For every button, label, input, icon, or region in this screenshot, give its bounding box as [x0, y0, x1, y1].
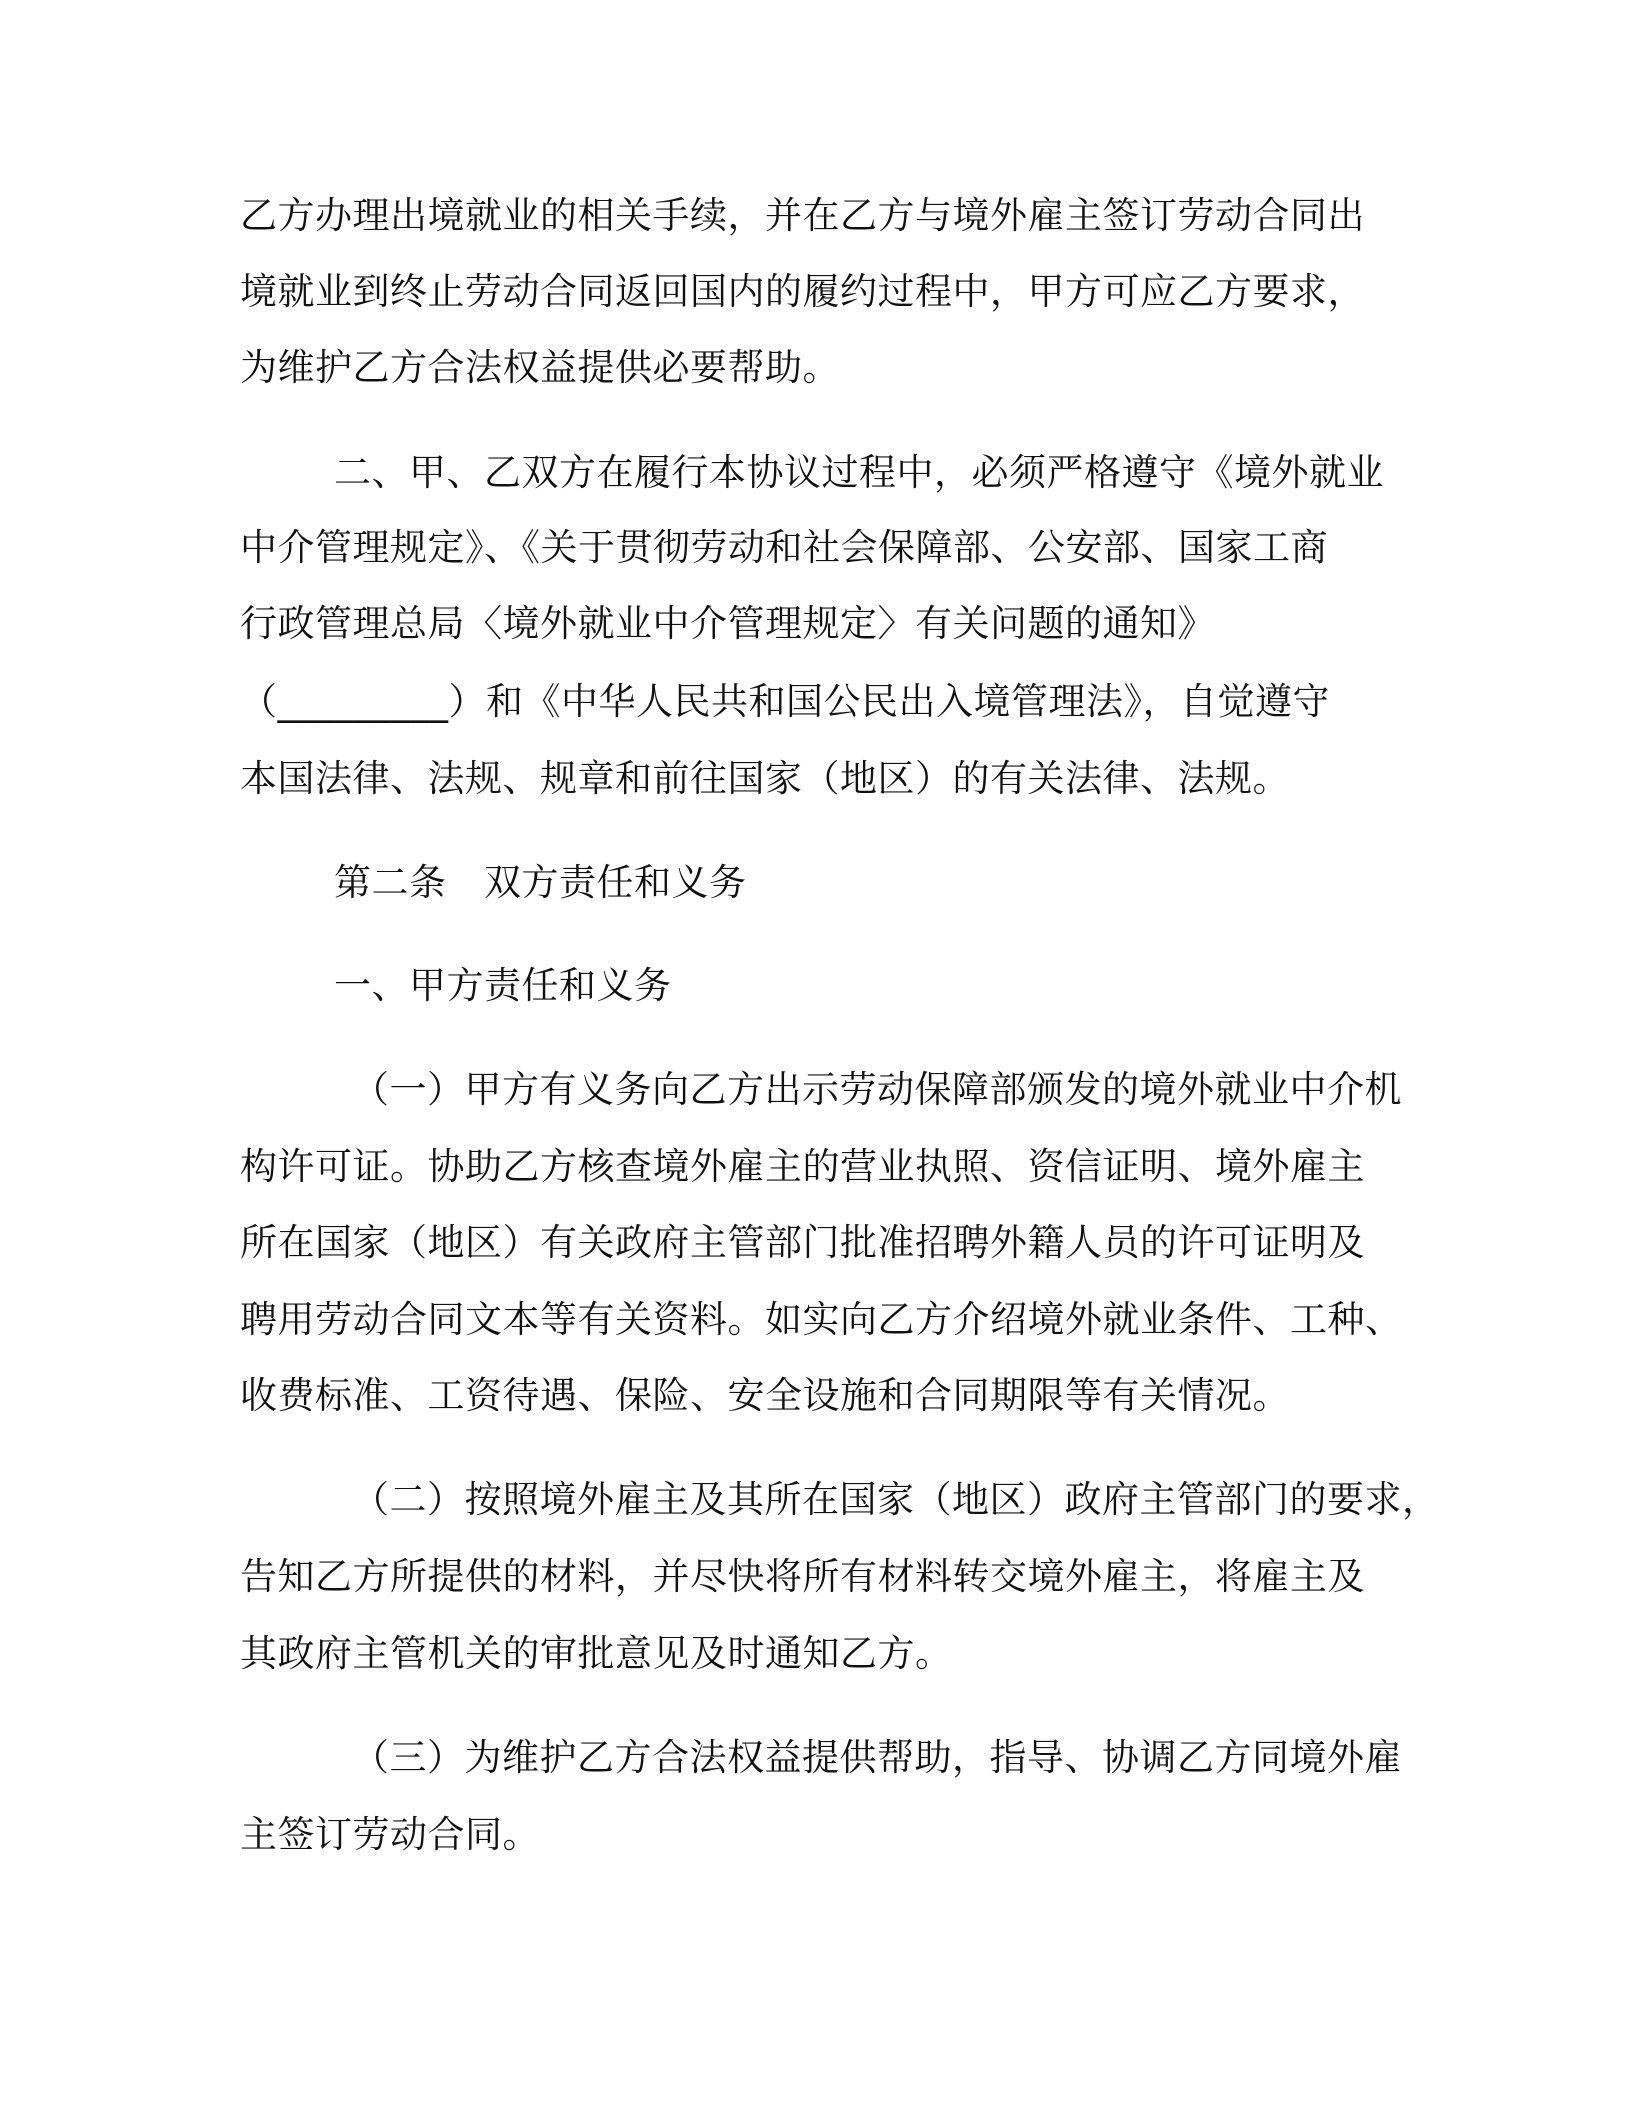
paragraph-line: 为维护乙方合法权益提供必要帮助。	[240, 346, 840, 389]
paragraph-line: 中介管理规定》、《关于贯彻劳动和社会保障部、公安部、国家工商	[240, 526, 1328, 569]
paragraph-line: 行政管理总局〈境外就业中介管理规定〉有关问题的通知》	[240, 602, 1215, 645]
paragraph-line: 所在国家（地区）有关政府主管部门批准招聘外籍人员的许可证明及	[240, 1221, 1365, 1264]
paragraph-line: 聘用劳动合同文本等有关资料。如实向乙方介绍境外就业条件、工种、	[240, 1298, 1403, 1341]
paragraph-line: 本国法律、法规、规章和前往国家（地区）的有关法律、法规。	[240, 757, 1290, 800]
paragraph-line: （三）为维护乙方合法权益提供帮助，指导、协调乙方同境外雇	[352, 1736, 1402, 1779]
paragraph-line: （二）按照境外雇主及其所在国家（地区）政府主管部门的要求，	[352, 1478, 1440, 1521]
paragraph-line: 构许可证。协助乙方核查境外雇主的营业执照、资信证明、境外雇主	[240, 1145, 1365, 1188]
paragraph-line: 二、甲、乙双方在履行本协议过程中，必须严格遵守《境外就业	[334, 451, 1384, 494]
paragraph-line: 其政府主管机关的审批意见及时通知乙方。	[240, 1632, 953, 1675]
paragraph-line: 告知乙方所提供的材料，并尽快将所有材料转交境外雇主，将雇主及	[240, 1555, 1365, 1598]
paragraph-line: （_________）和《中华人民共和国公民出入境管理法》，自觉遵守	[240, 680, 1330, 723]
paragraph-line: （一）甲方有义务向乙方出示劳动保障部颁发的境外就业中介机	[352, 1068, 1402, 1111]
section-heading: 一、甲方责任和义务	[334, 964, 672, 1007]
paragraph-line: 主签订劳动合同。	[240, 1813, 540, 1856]
paragraph-line: 乙方办理出境就业的相关手续，并在乙方与境外雇主签订劳动合同出	[240, 194, 1365, 237]
paragraph-line: 收费标准、工资待遇、保险、安全设施和合同期限等有关情况。	[240, 1374, 1290, 1417]
paragraph-line: 境就业到终止劳动合同返回国内的履约过程中，甲方可应乙方要求，	[240, 270, 1365, 313]
article-heading: 第二条 双方责任和义务	[334, 861, 747, 904]
